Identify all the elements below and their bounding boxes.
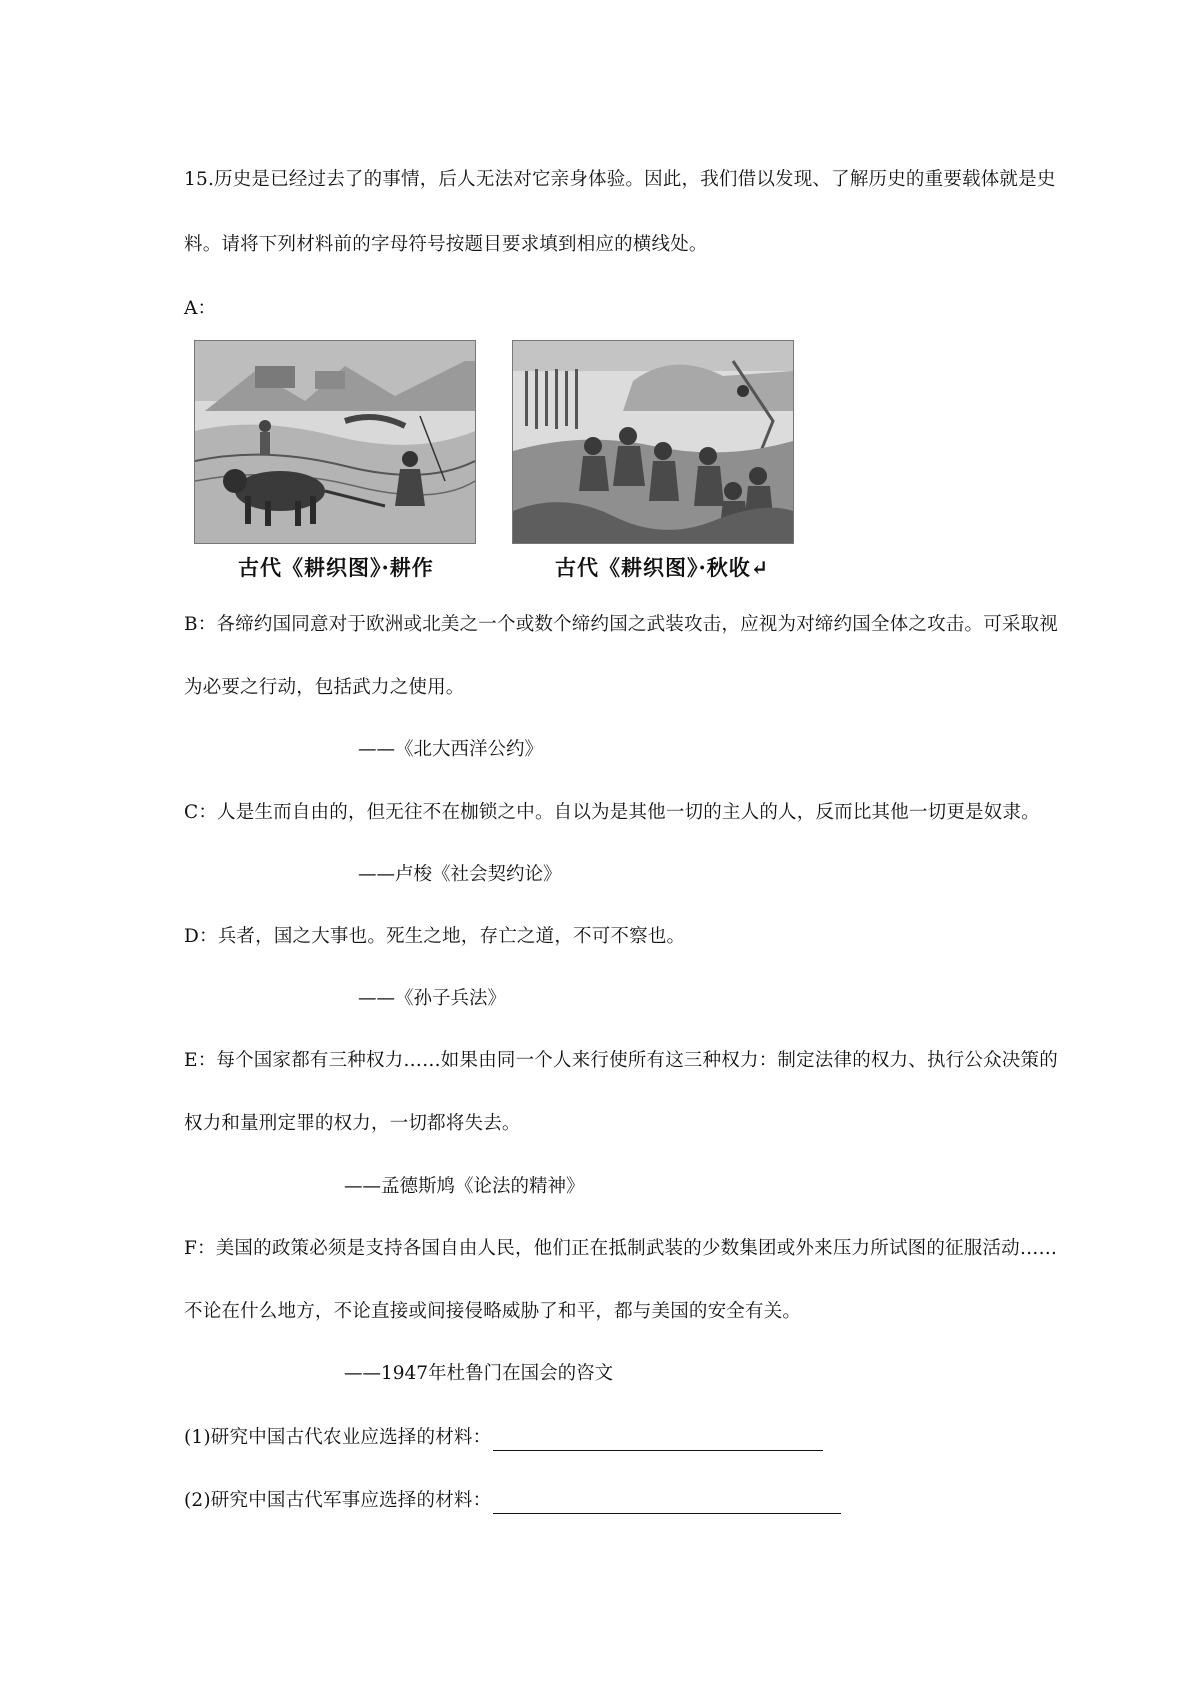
- harvest-painting-caption: 古代《耕织图》·秋收↵: [555, 555, 770, 580]
- answer-blank-military[interactable]: [493, 1495, 841, 1514]
- material-d-source: ——《孙子兵法》: [358, 988, 507, 1009]
- material-c-line-1: C：人是生而自由的，但无往不在枷锁之中。自以为是其他一切的主人的人，反而比其他一切更是奴隶。: [184, 802, 1040, 823]
- material-b-line-2: 为必要之行动，包括武力之使用。: [184, 677, 465, 698]
- material-f-line-2: 不论在什么地方，不论直接或间接侵略威胁了和平，都与美国的安全有关。: [184, 1301, 802, 1322]
- material-f-line-1: F：美国的政策必须是支持各国自由人民，他们正在抵制武装的少数集团或外来压力所试图的征服活动……: [184, 1238, 1058, 1259]
- prompt-military-text: (2)研究中国古代军事应选择的材料：: [184, 1490, 492, 1511]
- material-a-label: A：: [184, 298, 217, 319]
- material-e-source: ——孟德斯鸠《论法的精神》: [344, 1176, 585, 1197]
- material-b-line-1: B：各缔约国同意对于欧洲或北美之一个或数个缔约国之武装攻击，应视为对缔约国全体之攻击。可采取视: [184, 614, 1058, 635]
- plowing-painting-image: [194, 340, 476, 544]
- material-e-line-2: 权力和量刑定罪的权力，一切都将失去。: [184, 1113, 521, 1134]
- harvest-painting-image: [512, 340, 794, 544]
- material-f-source: ——1947年杜鲁门在国会的咨文: [344, 1363, 614, 1384]
- prompt-agriculture-text: (1)研究中国古代农业应选择的材料：: [184, 1427, 492, 1448]
- plowing-painting-caption: 古代《耕织图》·耕作: [238, 555, 434, 580]
- harvest-painting-icon: [513, 341, 793, 543]
- material-c-source: ——卢梭《社会契约论》: [358, 864, 562, 885]
- question-intro-line-2: 料。请将下列材料前的字母符号按题目要求填到相应的横线处。: [184, 234, 708, 255]
- plowing-painting-icon: [195, 341, 475, 543]
- question-intro-line-1: 15.历史是已经过去了的事情，后人无法对它亲身体验。因此，我们借以发现、了解历史的重要载体就是史: [184, 169, 1056, 190]
- material-e-line-1: E：每个国家都有三种权力……如果由同一个人来行使所有这三种权力：制定法律的权力、执行公众决策的: [184, 1050, 1058, 1071]
- prompt-agriculture: [184, 1425, 823, 1451]
- material-b-source: ——《北大西洋公约》: [358, 739, 544, 760]
- prompt-military: [184, 1488, 841, 1514]
- answer-blank-agriculture[interactable]: [493, 1432, 823, 1451]
- material-d-line-1: D：兵者，国之大事也。死生之地，存亡之道，不可不察也。: [184, 926, 686, 947]
